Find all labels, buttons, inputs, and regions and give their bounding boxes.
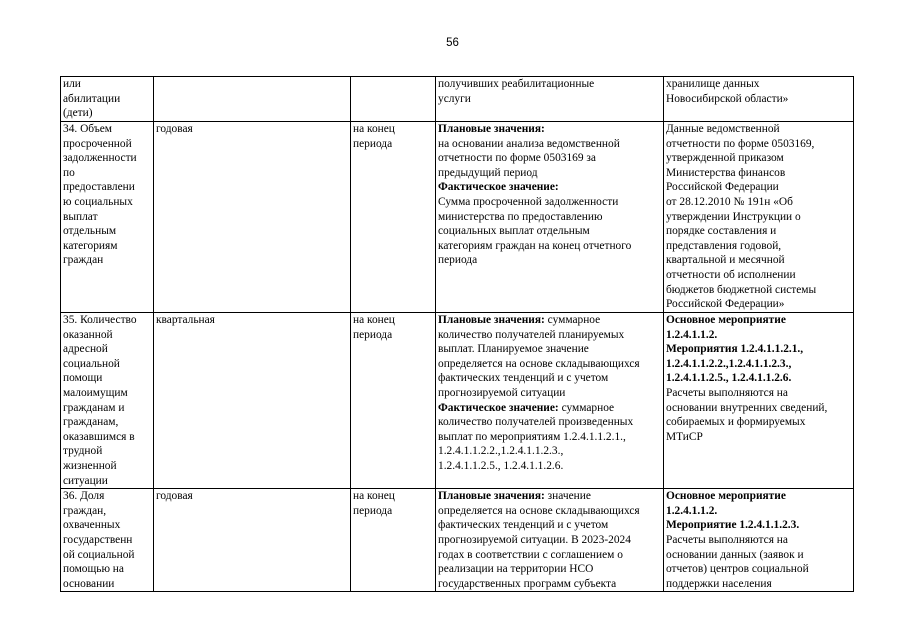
indicator-name-line: или [63,78,81,90]
bold-text: Фактическое значение: [438,401,559,414]
calculation-method-line [438,92,661,107]
calculation-method-line [438,357,661,372]
data-source-line [666,357,851,372]
plain-text: Российской Федерации [666,181,779,194]
data-source-line [666,548,851,563]
bold-text: Плановые значения: [438,314,545,326]
plain-text: годах в соответствии с соглашением о [438,548,623,561]
calculation-method-line [438,151,661,166]
plain-text: прогнозируемой ситуации [438,386,566,399]
calculation-method-line [438,166,661,181]
data-source-line [666,489,851,504]
plain-text: суммарное [558,401,615,414]
calculation-method-line [438,328,661,343]
data-source-line [666,253,851,268]
indicator-name-line: адресной [63,343,108,356]
indicator-name-line: гражданам и [63,401,125,414]
bold-text: Основное мероприятие [666,314,786,326]
calculation-method-line [438,386,661,401]
data-source-line [666,283,851,298]
data-source-line [666,533,851,548]
plain-text: реализации на территории НСО [438,563,594,576]
indicator-name-line: государственн [63,533,133,546]
plain-text: выплат по мероприятиям 1.2.4.1.1.2.1., [438,430,626,443]
plain-text: периода [438,254,478,267]
data-source-cell [664,77,854,122]
plain-text: утвержденной приказом [666,152,784,165]
plain-text: порядке составления и [666,225,777,238]
calculation-method-cell [436,122,664,313]
data-source-line [666,77,851,92]
calculation-method-line [438,195,661,210]
plain-text: 1.2.4.1.1.2.5., 1.2.4.1.1.2.6. [438,459,564,472]
plain-text: на основании анализа ведомственной [438,137,620,150]
indicator-name-line: гражданам, [63,416,119,429]
plain-text: Расчеты выполняются на [666,386,788,399]
data-source-line [666,122,851,137]
data-source-cell [664,122,854,313]
data-source-line [666,239,851,254]
data-source-line [666,137,851,152]
plain-text: Расчеты выполняются на [666,533,788,546]
calculation-method-line [438,562,661,577]
calculation-method-line [438,371,661,386]
bold-text: Мероприятие 1.2.4.1.1.2.3. [666,519,800,532]
plain-text: Сумма просроченной задолженности [438,195,619,208]
calculation-method-line [438,122,661,137]
calculation-method-line [438,518,661,533]
calculation-method-line [438,430,661,445]
calculation-method-line [438,415,661,430]
plain-text: фактических тенденций и с учетом [438,519,609,532]
plain-text: бюджетов бюджетной системы [666,283,817,296]
indicator-name-line: оказанной [63,328,113,341]
data-source-line [666,518,851,533]
plain-text: услуги [438,92,471,105]
calculation-method-line [438,137,661,152]
data-source-line [666,166,851,181]
periodicity-cell [154,77,351,122]
plain-text: значение [544,490,591,503]
indicator-name-line: оказавшимся в [63,430,135,443]
periodicity-text: годовая [156,123,193,135]
plain-text: Министерства финансов [666,166,786,179]
time-characteristic-line: на конец [353,314,395,326]
indicator-name-line: граждан, [63,504,107,517]
plain-text: Российской Федерации» [666,298,785,311]
table-row [61,313,854,489]
indicator-name-line: выплат [63,210,98,223]
indicator-name-line: абилитации [63,92,121,105]
plain-text: суммарное [544,314,601,326]
periodicity-text: квартальная [156,314,215,326]
indicator-name-line: трудной [63,445,103,458]
plain-text: определяется на основе складывающихся [438,504,640,517]
calculation-method-line [438,313,661,328]
indicator-name-cell [61,313,154,489]
indicator-name-line: категориям [63,239,118,252]
data-source-line [666,195,851,210]
indicator-name-cell [61,77,154,122]
data-source-line [666,313,851,328]
plain-text: количество получателей планируемых [438,328,625,341]
indicator-name-line: граждан [63,254,104,267]
indicator-name-line: малоимущим [63,386,128,399]
bold-text: Плановые значения: [438,490,545,503]
calculation-method-line [438,577,661,592]
indicator-name-line: отдельным [63,225,117,238]
plain-text: предыдущий период [438,166,538,179]
plain-text: фактических тенденций и с учетом [438,372,609,385]
calculation-method-line [438,533,661,548]
data-source-line [666,562,851,577]
calculation-method-cell [436,77,664,122]
indicator-name-line: 35. Количество [63,314,137,326]
data-source-line [666,415,851,430]
time-characteristic-cell [351,77,436,122]
plain-text: отчетности по форме 0503169 за [438,152,596,165]
data-source-line [666,342,851,357]
calculation-method-cell [436,489,664,592]
indicator-name-line: 36. Доля [63,490,105,503]
bold-text: 1.2.4.1.1.2.5., 1.2.4.1.1.2.6. [666,372,792,385]
data-source-line [666,151,851,166]
bold-text: Основное мероприятие [666,490,786,503]
data-source-cell [664,313,854,489]
time-characteristic-line: на конец [353,490,395,503]
data-source-line [666,430,851,445]
indicator-name-line: жизненной [63,459,117,472]
calculation-method-line [438,253,661,268]
indicator-name-line: основании [63,577,115,590]
calculation-method-line [438,548,661,563]
table-row [61,489,854,592]
indicator-name-line: помощи [63,372,103,385]
calculation-method-line [438,459,661,474]
time-characteristic-line: периода [353,137,393,150]
plain-text: прогнозируемой ситуации. В 2023-2024 [438,533,631,546]
time-characteristic-line: периода [353,328,393,341]
data-source-cell [664,489,854,592]
indicator-name-line: по [63,166,75,179]
plain-text: хранилище данных [666,78,760,90]
data-source-line [666,386,851,401]
page-number: 56 [446,37,459,49]
periodicity-cell [154,489,351,592]
time-characteristic-cell [351,489,436,592]
indicators-table [60,76,854,592]
plain-text: получивших реабилитационные [438,78,595,90]
calculation-method-cell [436,313,664,489]
indicator-name-line: задолженности [63,152,137,165]
calculation-method-line [438,180,661,195]
periodicity-cell [154,122,351,313]
plain-text: определяется на основе складывающихся [438,357,640,370]
plain-text: основании внутренних сведений, [666,401,828,414]
bold-text: 1.2.4.1.1.2. [666,504,718,517]
indicator-name-line: ой социальной [63,548,135,561]
plain-text: категориям граждан на конец отчетного [438,239,632,252]
plain-text: социальных выплат отдельным [438,225,590,238]
bold-text: Плановые значения: [438,123,545,135]
calculation-method-line [438,504,661,519]
indicator-name-line: (дети) [63,107,93,120]
data-source-line [666,224,851,239]
data-source-line [666,268,851,283]
plain-text: от 28.12.2010 № 191н «Об [666,195,793,208]
data-source-line [666,328,851,343]
plain-text: Данные ведомственной [666,123,780,135]
bold-text: Мероприятия 1.2.4.1.1.2.1., [666,343,804,356]
indicator-name-line: предоставлени [63,181,135,194]
plain-text: МТиСР [666,430,703,443]
indicator-name-cell [61,489,154,592]
indicator-name-line: просроченной [63,137,132,150]
data-source-line [666,180,851,195]
table-row [61,77,854,122]
indicator-name-line: ситуации [63,474,108,487]
indicator-name-line: 34. Объем [63,123,112,135]
indicator-name-line: ю социальных [63,195,133,208]
plain-text: Новосибирской области» [666,92,789,105]
data-source-line [666,504,851,519]
plain-text: основании данных (заявок и [666,548,804,561]
data-source-line [666,297,851,312]
bold-text: 1.2.4.1.1.2. [666,328,718,341]
indicator-name-cell [61,122,154,313]
periodicity-text: годовая [156,490,193,503]
plain-text: количество получателей произведенных [438,416,634,429]
data-source-line [666,401,851,416]
data-source-line [666,92,851,107]
indicator-name-line: социальной [63,357,120,370]
plain-text: представления годовой, [666,239,782,252]
plain-text: отчетов) центров социальной [666,563,809,576]
plain-text: выплат. Планируемое значение [438,343,589,356]
calculation-method-line [438,224,661,239]
plain-text: 1.2.4.1.1.2.2.,1.2.4.1.1.2.3., [438,445,564,458]
calculation-method-line [438,77,661,92]
data-source-line [666,210,851,225]
indicator-name-line: охваченных [63,519,121,532]
calculation-method-line [438,210,661,225]
plain-text: квартальной и месячной [666,254,785,267]
plain-text: отчетности по форме 0503169, [666,137,815,150]
calculation-method-line [438,342,661,357]
indicator-name-line: помощью на [63,563,124,576]
calculation-method-line [438,239,661,254]
calculation-method-line [438,444,661,459]
time-characteristic-cell [351,313,436,489]
data-source-line [666,371,851,386]
plain-text: отчетности об исполнении [666,268,796,281]
bold-text: Фактическое значение: [438,181,559,194]
time-characteristic-cell [351,122,436,313]
data-source-line [666,577,851,592]
time-characteristic-line: на конец [353,123,395,135]
plain-text: министерства по предоставлению [438,210,603,223]
plain-text: государственных программ субъекта [438,577,617,590]
calculation-method-line [438,489,661,504]
plain-text: поддержки населения [666,577,772,590]
calculation-method-line [438,401,661,416]
bold-text: 1.2.4.1.1.2.2.,1.2.4.1.1.2.3., [666,357,792,370]
plain-text: собираемых и формируемых [666,416,806,429]
plain-text: утверждении Инструкции о [666,210,801,223]
table-row [61,122,854,313]
periodicity-cell [154,313,351,489]
time-characteristic-line: периода [353,504,393,517]
